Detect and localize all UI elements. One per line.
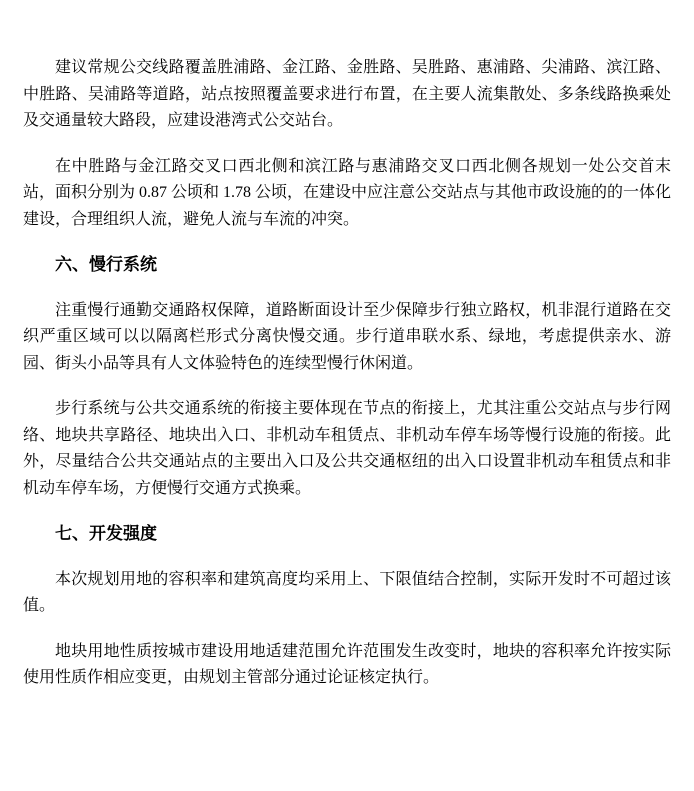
- paragraph-land-use-change-procedure: 地块用地性质按城市建设用地适建范围允许范围发生改变时，地块的容积率允许按实际使用性质作相应变更，由规划主管部分通过论证核定执行。: [23, 642, 671, 686]
- paragraph-slow-traffic-right-of-way: 注重慢行通勤交通路权保障，道路断面设计至少保障步行独立路权，机非混行道路在交织严重区域可以以隔离栏形式分离快慢交通。步行道串联水系、绿地，考虑提供亲水、游园、街头小品等具有人文体验特色的连续型慢行休闲道。: [23, 301, 671, 372]
- paragraph-bus-route-coverage: 建议常规公交线路覆盖胜浦路、金江路、金胜路、吴胜路、惠浦路、尖浦路、滨江路、中胜路、吴浦路等道路，站点按照覆盖要求进行布置，在主要人流集散处、多条线路换乘处及交通量较大路段，应建设港湾式公交站台。: [23, 59, 671, 129]
- section-heading-slow-traffic-system: 六、慢行系统: [55, 255, 157, 274]
- paragraph-bus-terminal-stations: 在中胜路与金江路交叉口西北侧和滨江路与惠浦路交叉口西北侧各规划一处公交首末站，面积分别为 0.87 公顷和 1.78 公顷，在建设中应注意公交站点与其他市政设施的的一体化建设，合理组织人流，避免人流与车流的冲突。: [23, 157, 672, 228]
- section-heading-development-intensity: 七、开发强度: [55, 524, 157, 543]
- paragraph-far-and-height-control: 本次规划用地的容积率和建筑高度均采用上、下限值结合控制，实际开发时不可超过该值。: [23, 570, 671, 614]
- paragraph-pedestrian-transit-connection: 步行系统与公共交通系统的衔接主要体现在节点的衔接上，尤其注重公交站点与步行网络、地块共享路径、地块出入口、非机动车租赁点、非机动车停车场等慢行设施的衔接。此外，尽量结合公共交通站点的主要出入口及公共交通枢纽的出入口设置非机动车租赁点和非机动车停车场，方便慢行交通方式换乘。: [23, 400, 671, 497]
